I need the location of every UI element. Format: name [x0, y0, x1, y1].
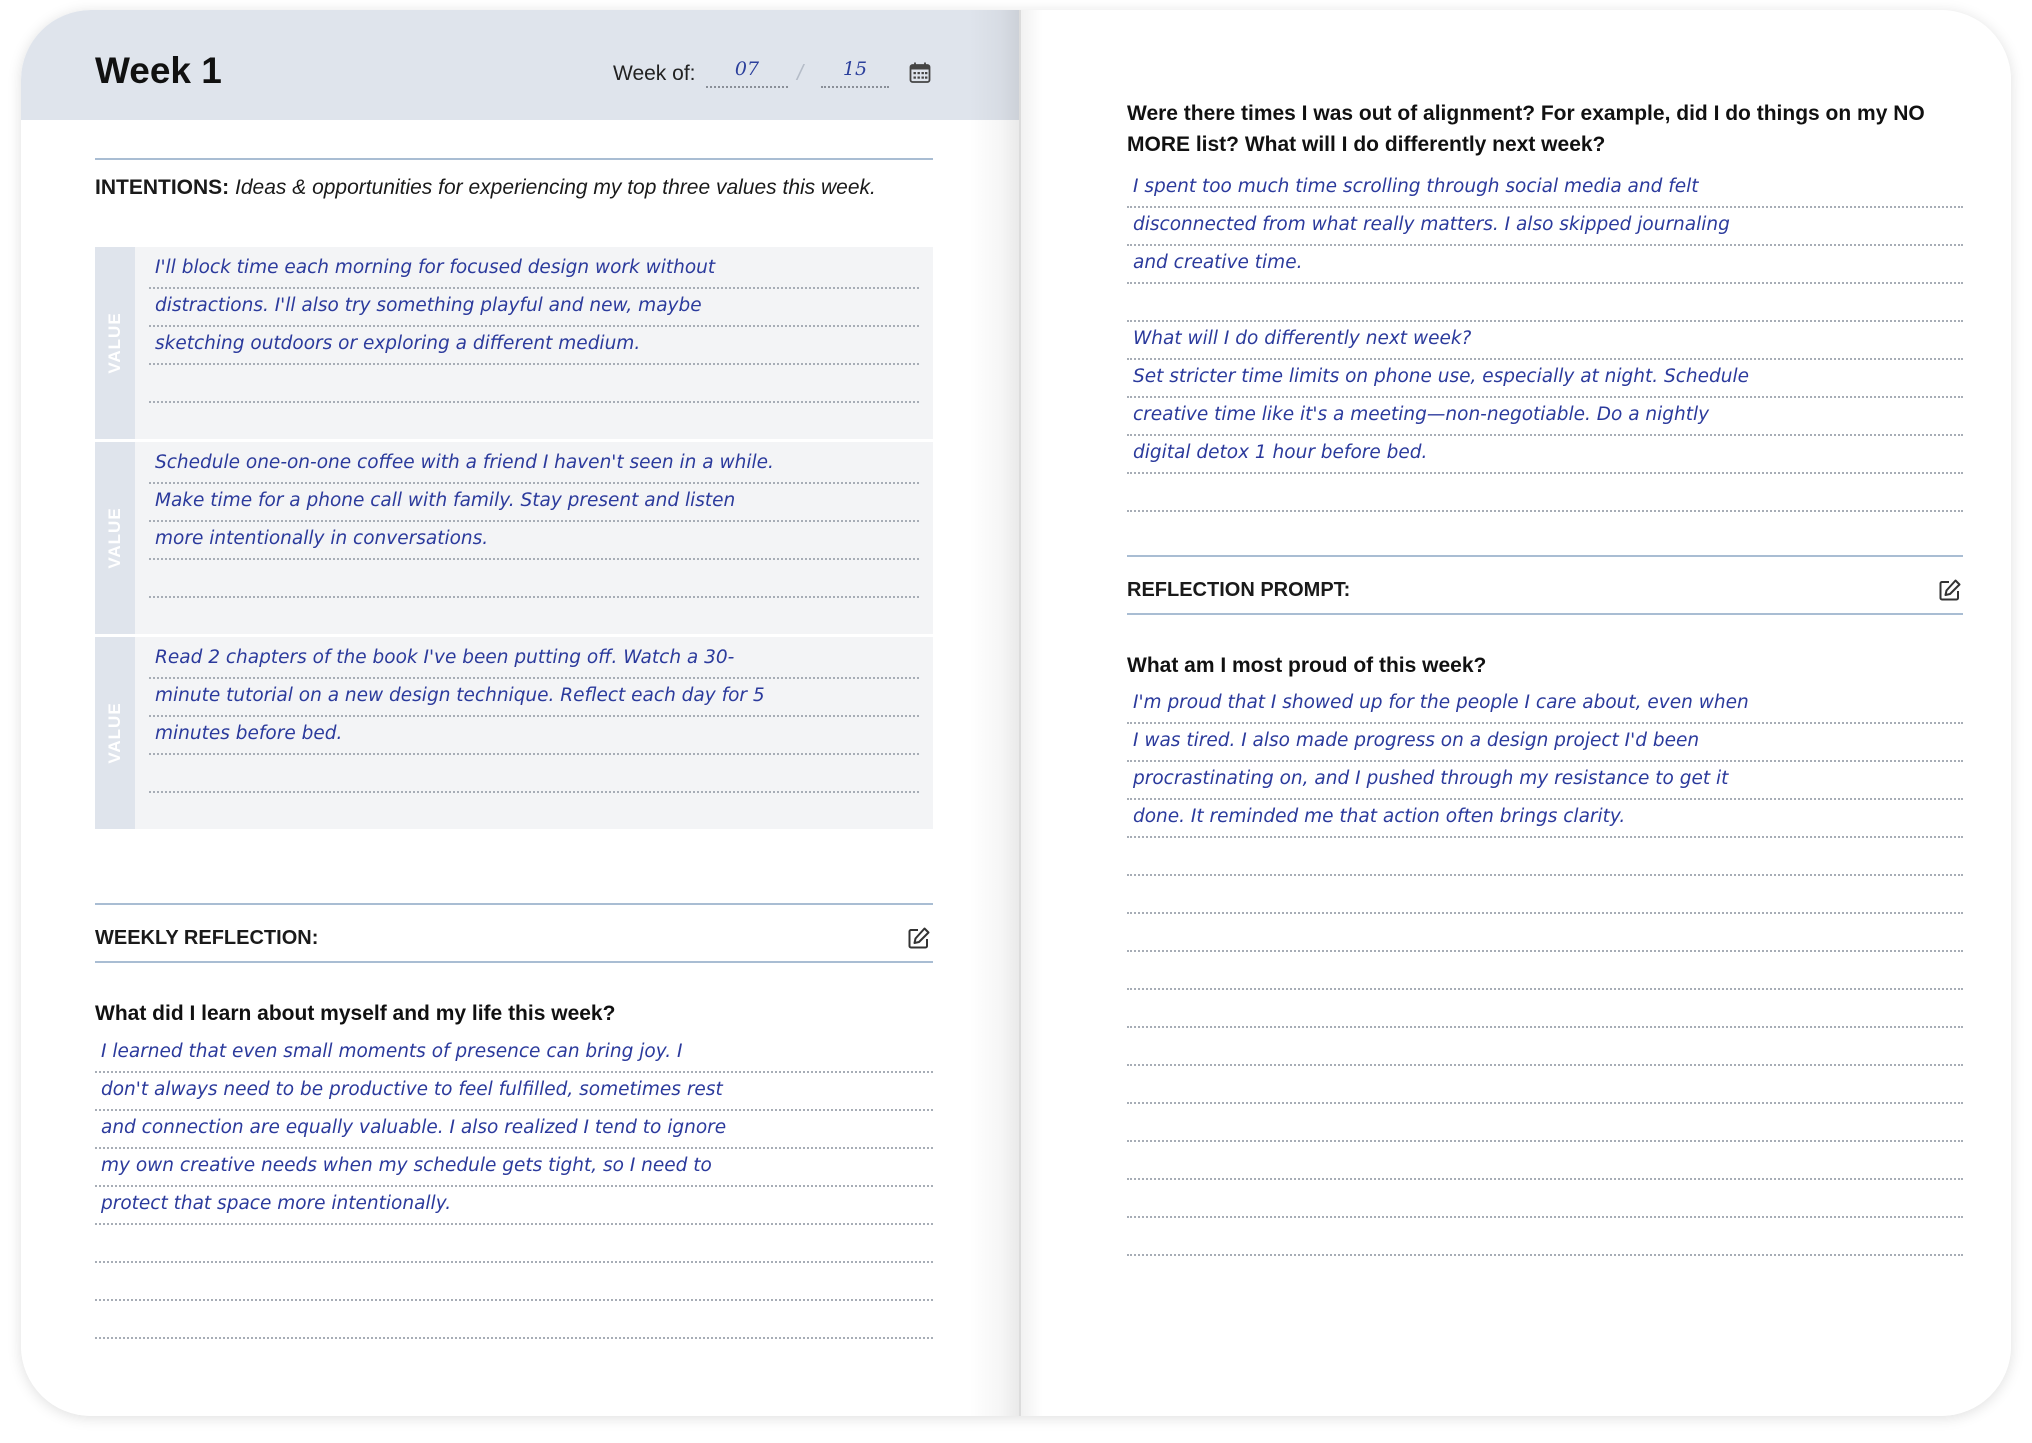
reflection-prompt-question: What am I most proud of this week?: [1127, 654, 1487, 677]
writing-line[interactable]: [1127, 1104, 1963, 1142]
writing-line[interactable]: sketching outdoors or exploring a different medium.: [149, 327, 919, 365]
value-1-lines[interactable]: [149, 251, 919, 403]
writing-line[interactable]: I learned that even small moments of presence can bring joy. I: [95, 1035, 933, 1073]
writing-line[interactable]: and connection are equally valuable. I also realized I tend to ignore: [95, 1111, 933, 1149]
writing-line[interactable]: [1127, 1066, 1963, 1104]
writing-line[interactable]: [1127, 990, 1963, 1028]
value-tab: [95, 247, 135, 439]
intentions-heading: [95, 176, 876, 200]
value-tab: [95, 442, 135, 634]
writing-line[interactable]: [149, 755, 919, 793]
writing-line[interactable]: more intentionally in conversations.: [149, 522, 919, 560]
writing-line[interactable]: minute tutorial on a new design technique. Reflect each day for 5: [149, 679, 919, 717]
writing-line[interactable]: my own creative needs when my schedule gets tight, so I need to: [95, 1149, 933, 1187]
writing-line[interactable]: digital detox 1 hour before bed.: [1127, 436, 1963, 474]
week-of-label: Week of:: [613, 62, 696, 85]
value-tab-label: VALUE: [105, 312, 124, 374]
writing-line[interactable]: [1127, 474, 1963, 512]
writing-line[interactable]: Set stricter time limits on phone use, especially at night. Schedule: [1127, 360, 1963, 398]
gutter-shadow-right: [1019, 10, 1043, 1416]
reflection-prompt-lines[interactable]: [1127, 686, 1963, 1256]
month-field[interactable]: 07: [706, 58, 788, 88]
writing-line[interactable]: done. It reminded me that action often brings clarity.: [1127, 800, 1963, 838]
writing-line[interactable]: [1127, 1142, 1963, 1180]
writing-line[interactable]: [1127, 284, 1963, 322]
intentions-label: INTENTIONS:: [95, 176, 230, 199]
writing-line[interactable]: don't always need to be productive to feel fulfilled, sometimes rest: [95, 1073, 933, 1111]
journal-spread: [21, 10, 2011, 1416]
alignment-question-line-2: MORE list? What will I do differently next week?: [1127, 133, 1606, 156]
writing-line[interactable]: I spent too much time scrolling through social media and felt: [1127, 170, 1963, 208]
writing-line[interactable]: I was tired. I also made progress on a design project I'd been: [1127, 724, 1963, 762]
gutter-shadow: [969, 10, 1021, 1416]
alignment-question: [1127, 98, 1925, 160]
weekly-reflection-rule: [95, 903, 933, 905]
writing-line[interactable]: protect that space more intentionally.: [95, 1187, 933, 1225]
writing-line[interactable]: distractions. I'll also try something playful and new, maybe: [149, 289, 919, 327]
value-tab: [95, 637, 135, 829]
writing-line[interactable]: [1127, 1180, 1963, 1218]
writing-line[interactable]: [95, 1301, 933, 1339]
value-tab-label: VALUE: [105, 507, 124, 569]
writing-line[interactable]: minutes before bed.: [149, 717, 919, 755]
writing-line[interactable]: I'm proud that I showed up for the people I care about, even when: [1127, 686, 1963, 724]
writing-line[interactable]: and creative time.: [1127, 246, 1963, 284]
calendar-icon[interactable]: [909, 62, 931, 84]
right-page: [1019, 10, 2011, 1416]
day-field[interactable]: 15: [821, 58, 889, 88]
reflection-prompt-rule: [1127, 555, 1963, 557]
writing-line[interactable]: What will I do differently next week?: [1127, 322, 1963, 360]
writing-line[interactable]: [1127, 1028, 1963, 1066]
left-page: [21, 10, 1019, 1416]
weekly-reflection-lines[interactable]: [95, 1035, 933, 1339]
alignment-lines[interactable]: [1127, 170, 1963, 512]
writing-line[interactable]: [1127, 914, 1963, 952]
writing-line[interactable]: Make time for a phone call with family. Stay present and listen: [149, 484, 919, 522]
writing-line[interactable]: [1127, 838, 1963, 876]
alignment-question-line-1: Were there times I was out of alignment? For example, did I do things on my NO: [1127, 102, 1925, 125]
weekly-reflection-rule-bottom: [95, 961, 933, 963]
writing-line[interactable]: Schedule one-on-one coffee with a friend I haven't seen in a while.: [149, 446, 919, 484]
writing-line[interactable]: [149, 365, 919, 403]
writing-line[interactable]: [95, 1263, 933, 1301]
writing-line[interactable]: creative time like it's a meeting—non-negotiable. Do a nightly: [1127, 398, 1963, 436]
intentions-description: Ideas & opportunities for experiencing my top three values this week.: [235, 176, 876, 199]
page-title: Week 1: [95, 50, 222, 91]
value-3-lines[interactable]: [149, 641, 919, 793]
writing-line[interactable]: [1127, 876, 1963, 914]
writing-line[interactable]: [1127, 1218, 1963, 1256]
reflection-prompt-rule-bottom: [1127, 613, 1963, 615]
writing-line[interactable]: [95, 1225, 933, 1263]
writing-line[interactable]: procrastinating on, and I pushed through my resistance to get it: [1127, 762, 1963, 800]
value-2-lines[interactable]: [149, 446, 919, 598]
edit-icon[interactable]: [1938, 578, 1962, 602]
date-separator: /: [797, 60, 804, 85]
writing-line[interactable]: [1127, 952, 1963, 990]
value-box-2: [95, 442, 933, 634]
writing-line[interactable]: I'll block time each morning for focused design work without: [149, 251, 919, 289]
value-tab-label: VALUE: [105, 702, 124, 764]
writing-line[interactable]: Read 2 chapters of the book I've been putting off. Watch a 30-: [149, 641, 919, 679]
edit-icon[interactable]: [907, 926, 931, 950]
writing-line[interactable]: disconnected from what really matters. I also skipped journaling: [1127, 208, 1963, 246]
value-box-3: [95, 637, 933, 829]
intentions-rule: [95, 158, 933, 160]
reflection-prompt-heading: REFLECTION PROMPT:: [1127, 579, 1351, 601]
weekly-reflection-heading: WEEKLY REFLECTION:: [95, 927, 319, 949]
weekly-reflection-question: What did I learn about myself and my life this week?: [95, 1002, 616, 1025]
value-box-1: [95, 247, 933, 439]
writing-line[interactable]: [149, 560, 919, 598]
